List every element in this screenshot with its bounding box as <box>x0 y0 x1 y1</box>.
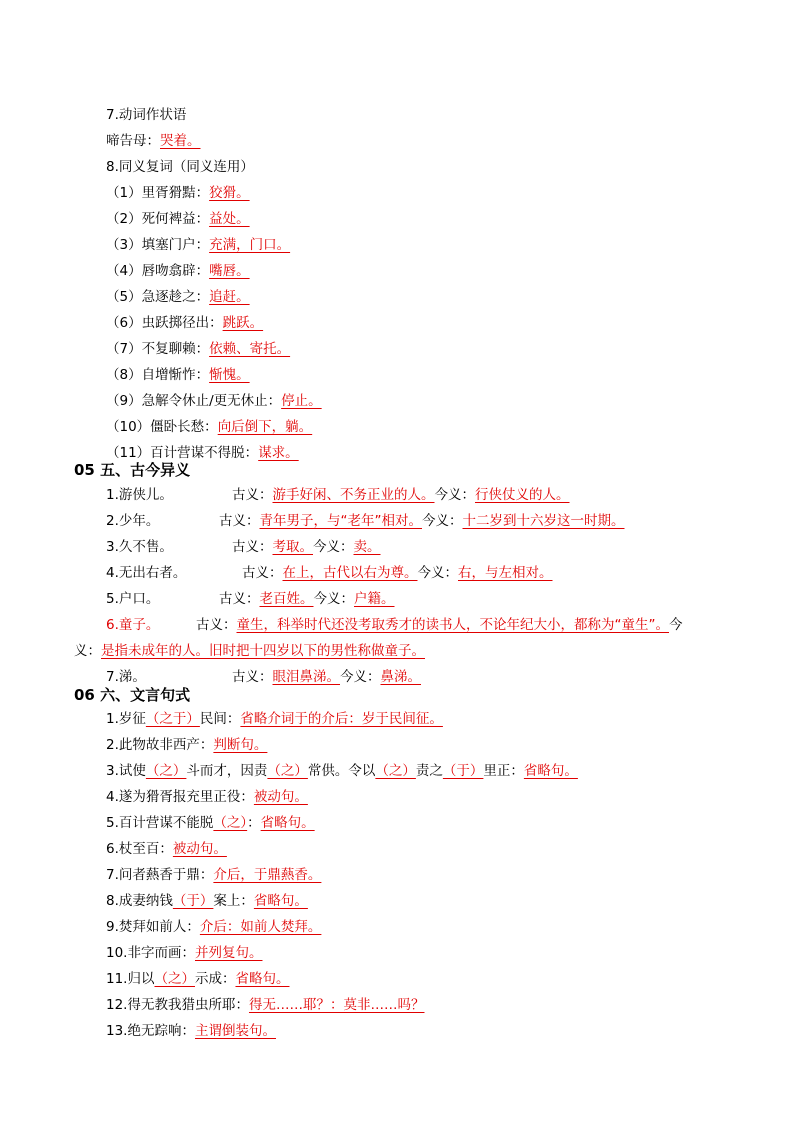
list-item <box>106 183 250 203</box>
table-row-meaning <box>232 667 421 687</box>
inserted-word: （之） <box>213 815 248 831</box>
sentence: 10.非字而画： <box>106 945 195 961</box>
list-item <box>106 417 312 437</box>
new-label-part: 义： <box>74 643 101 659</box>
sentence: 示成： <box>194 971 236 987</box>
list-item <box>106 209 250 229</box>
list-item <box>106 365 250 385</box>
answer: 省略句。 <box>523 763 578 779</box>
question: （11）百计营谋不得脱： <box>106 445 259 461</box>
sentence: 常供。令以 <box>307 763 376 779</box>
section-06-heading: 06 六、文言句式 <box>74 686 191 704</box>
old-meaning: 老百姓。 <box>259 591 314 607</box>
sentence: 4.遂为猾胥报充里正役： <box>106 789 254 805</box>
table-row <box>106 615 159 635</box>
old-meaning: 在上，古代以右为尊。 <box>282 565 418 581</box>
sentence: 7.问者爇香于鼎： <box>106 867 214 883</box>
question: （9）急解令休止/更无休止： <box>106 393 282 409</box>
old-label: 古义： <box>232 669 273 685</box>
section-7-item <box>106 131 201 151</box>
list-item <box>106 1021 276 1041</box>
old-meaning: 童生，科举时代还没考取秀才的读书人，不论年纪大小，都称为“童生”。 <box>236 617 669 633</box>
answer: 被动句。 <box>253 789 308 805</box>
table-row <box>106 589 159 609</box>
section-7-title: 7.动词作状语 <box>106 107 187 123</box>
new-label: 今义： <box>422 513 463 529</box>
sentence: 案上： <box>213 893 254 909</box>
answer: 依赖、寄托。 <box>209 341 291 357</box>
list-item <box>106 995 424 1015</box>
sentence: 里正： <box>483 763 524 779</box>
answer: 省略句。 <box>253 893 308 909</box>
question: （10）僵卧长愁： <box>106 419 218 435</box>
inserted-word: （于） <box>442 763 484 779</box>
list-item <box>106 813 315 833</box>
list-item <box>106 735 267 755</box>
question: （7）不复聊赖： <box>106 341 210 357</box>
new-meaning: 右，与左相对。 <box>458 565 553 581</box>
new-label: 今义： <box>434 487 475 503</box>
new-meaning: 卖。 <box>353 539 381 555</box>
table-row <box>106 511 159 531</box>
answer: 嘴唇。 <box>209 263 250 279</box>
answer: 主谓倒装句。 <box>194 1023 276 1039</box>
sentence: 斗而才，因责 <box>186 763 268 779</box>
table-row <box>106 537 173 557</box>
inserted-word: （于） <box>172 893 214 909</box>
sentence: 5.百计营谋不能脱 <box>106 815 214 831</box>
answer: 谋求。 <box>258 445 299 461</box>
list-item <box>106 865 321 885</box>
word: 3.久不售。 <box>106 539 173 555</box>
question: （5）急逐趁之： <box>106 289 210 305</box>
sentence: 8.成妻纳钱 <box>106 893 173 909</box>
list-item <box>106 339 290 359</box>
new-label-part: 今 <box>669 617 683 633</box>
answer: 并列复句。 <box>194 945 263 961</box>
sentence: 责之 <box>415 763 443 779</box>
answer: 省略句。 <box>235 971 290 987</box>
word: 2.少年。 <box>106 513 160 529</box>
list-item <box>106 761 578 781</box>
table-row-meaning <box>219 589 395 609</box>
list-item <box>106 969 289 989</box>
table-row-meaning <box>242 563 553 583</box>
answer: 得无……耶？：莫非……吗？ <box>248 997 425 1013</box>
answer: 狡猾。 <box>209 185 250 201</box>
list-item <box>106 917 321 937</box>
table-row-meaning <box>232 537 381 557</box>
table-row-meaning <box>219 511 625 531</box>
old-meaning: 考取。 <box>272 539 313 555</box>
answer: 惭愧。 <box>209 367 250 383</box>
answer: 被动句。 <box>172 841 227 857</box>
sentence: 民间： <box>199 711 241 727</box>
sentence: 9.焚拜如前人： <box>106 919 200 935</box>
answer: 判断句。 <box>213 737 268 753</box>
answer: 哭着。 <box>160 133 201 149</box>
new-label: 今义： <box>340 669 381 685</box>
old-label: 古义： <box>232 539 273 555</box>
new-meaning: 十二岁到十六岁这一时期。 <box>462 513 625 529</box>
answer: 停止。 <box>281 393 322 409</box>
old-label: 古义： <box>232 487 273 503</box>
answer: 省略句。 <box>260 815 315 831</box>
sentence: 6.杖至百： <box>106 841 173 857</box>
table-row <box>106 667 146 687</box>
question: （4）唇吻翕辟： <box>106 263 210 279</box>
old-meaning: 青年男子，与“老年”相对。 <box>259 513 422 529</box>
new-meaning: 是指未成年的人。旧时把十四岁以下的男性称做童子。 <box>101 643 425 659</box>
table-row-meaning <box>232 485 570 505</box>
answer: 跳跃。 <box>222 315 264 331</box>
new-meaning: 行侠仗义的人。 <box>475 487 570 503</box>
list-item <box>106 287 250 307</box>
inserted-word: （之） <box>145 763 187 779</box>
list-item <box>106 891 308 911</box>
sentence: 11.归以 <box>106 971 155 987</box>
table-row <box>106 485 173 505</box>
answer: 介后：如前人焚拜。 <box>199 919 322 935</box>
answer: 介后，于鼎爇香。 <box>213 867 322 883</box>
new-label: 今义： <box>417 565 458 581</box>
list-item <box>106 313 263 333</box>
table-row-meaning-cont <box>74 641 425 661</box>
inserted-word: （之于） <box>145 711 200 727</box>
question: （1）里胥猾黠： <box>106 185 210 201</box>
question: （6）虫跃掷径出： <box>106 315 223 331</box>
question: （2）死何裨益： <box>106 211 210 227</box>
list-item <box>106 709 443 729</box>
word: 6.童子。 <box>106 617 160 633</box>
sentence: 12.得无教我猎虫所耶： <box>106 997 249 1013</box>
inserted-word: （之） <box>267 763 308 779</box>
old-label: 古义： <box>242 565 283 581</box>
new-meaning: 鼻涕。 <box>380 669 421 685</box>
answer: 向后倒下，躺。 <box>217 419 313 435</box>
list-item <box>106 839 227 859</box>
list-item <box>106 391 322 411</box>
section-05-heading: 05 五、古今异义 <box>74 461 191 479</box>
word: 7.涕。 <box>106 669 146 685</box>
sentence: 13.绝无踪响： <box>106 1023 195 1039</box>
sentence: 3.试使 <box>106 763 146 779</box>
new-label: 今义： <box>313 591 354 607</box>
answer: 追赶。 <box>209 289 250 305</box>
question: （3）填塞门户： <box>106 237 210 253</box>
answer: 省略介词于的介后：岁于民间征。 <box>240 711 443 727</box>
word: 1.游侠儿。 <box>106 487 173 503</box>
new-meaning: 户籍。 <box>354 591 395 607</box>
inserted-word: （之） <box>154 971 195 987</box>
sentence: 1.岁征 <box>106 711 146 727</box>
question: （8）自增惭怍： <box>106 367 210 383</box>
word: 5.户口。 <box>106 591 160 607</box>
old-label: 古义： <box>219 513 260 529</box>
section-8-title: 8.同义复词（同义连用） <box>106 159 254 175</box>
word: 4.无出右者。 <box>106 565 187 581</box>
old-meaning: 眼泪鼻涕。 <box>272 669 340 685</box>
list-item <box>106 261 250 281</box>
table-row-meaning <box>196 615 683 635</box>
question: 啼告母： <box>106 133 160 149</box>
sentence: 2.此物故非西产： <box>106 737 214 753</box>
sentence: ： <box>247 815 261 831</box>
old-meaning: 游手好闲、不务正业的人。 <box>272 487 435 503</box>
new-label: 今义： <box>313 539 354 555</box>
table-row <box>106 563 186 583</box>
answer: 充满，门口。 <box>209 237 291 253</box>
inserted-word: （之） <box>375 763 416 779</box>
answer: 益处。 <box>209 211 250 227</box>
old-label: 古义： <box>196 617 237 633</box>
list-item <box>106 235 290 255</box>
old-label: 古义： <box>219 591 260 607</box>
list-item <box>106 787 308 807</box>
list-item <box>106 943 262 963</box>
